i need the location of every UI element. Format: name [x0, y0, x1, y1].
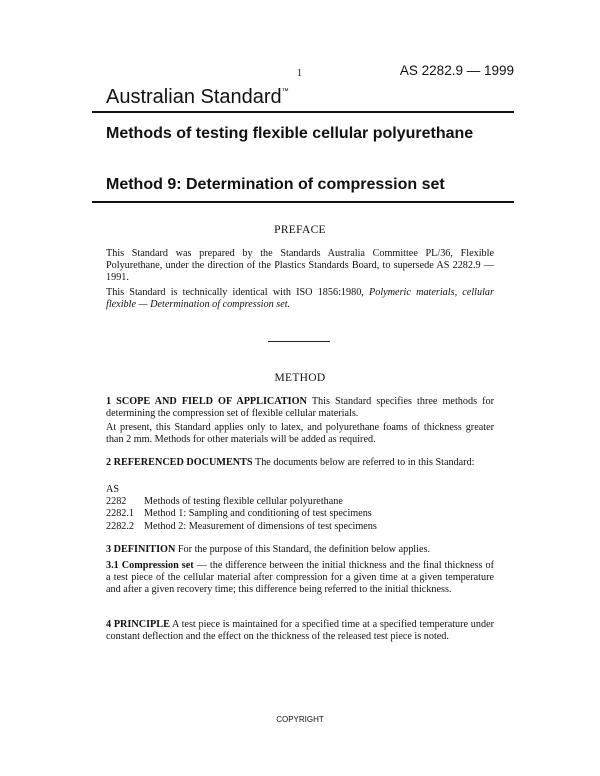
compression-set-text: — the difference between the initial thickness and the final thickness of a test piece of the cellular material after compression for a given time at a given temperature and after a given recovery time; this difference being referred to the initial thickness. [106, 560, 494, 596]
reference-code: 2282.2 [106, 520, 135, 532]
principle-clause-heading: 4 PRINCIPLE [106, 619, 170, 630]
compression-set-definition [106, 560, 494, 597]
iso-title: Polymeric materials, cellular flexible — Determination of compression set. [106, 287, 494, 311]
reference-prefix: AS [106, 484, 120, 495]
reference-title: Method 2: Measurement of dimensions of test specimens [144, 520, 377, 532]
reference-item [106, 508, 494, 520]
reference-code: 2282.1 [106, 508, 135, 520]
title-rule [92, 201, 514, 203]
scope-clause-heading: 1 SCOPE AND FIELD OF APPLICATION [106, 396, 307, 407]
reference-item [106, 496, 494, 508]
references-paragraph [106, 457, 494, 469]
compression-set-term: 3.1 Compression set [106, 560, 194, 571]
reference-code: 2282 [106, 496, 127, 508]
section-divider [268, 341, 330, 342]
preface-identity-lead: This Standard is technically identical with ISO 1856:1980, [106, 287, 370, 298]
references-clause-heading: 2 REFERENCED DOCUMENTS [106, 457, 253, 468]
brand-name [106, 86, 289, 109]
brand-name-text: Australian Standard [106, 86, 282, 108]
method-title: Method 9: Determination of compression set [106, 176, 445, 193]
page-number: 1 [297, 68, 302, 79]
copyright-notice: COPYRIGHT [276, 715, 324, 724]
standard-number: AS 2282.9 — 1999 [399, 63, 514, 78]
document-title: Methods of testing flexible cellular polyurethane [106, 125, 474, 142]
trademark-mark: ™ [281, 88, 289, 95]
definition-clause-heading: 3 DEFINITION [106, 544, 176, 555]
preface-paragraph: This Standard was prepared by the Standards Australia Committee PL/36, Flexible Polyurethane, under the direction of the Plastics Standards Board, to supersede AS 2282.9 — 1991. [106, 248, 494, 284]
scope-paragraph [106, 396, 494, 420]
reference-item [106, 521, 494, 533]
references-text: The documents below are referred to in this Standard: [252, 457, 475, 468]
principle-text: A test piece is maintained for a specified time at a specified temperature under constant deflection and the effect on the thickness of the released test piece is noted. [106, 619, 494, 643]
header-rule [92, 111, 514, 113]
scope-text: This Standard specifies three methods for determining the compression set of flexible cellular materials. [106, 396, 495, 420]
reference-title: Methods of testing flexible cellular polyurethane [144, 496, 343, 508]
preface-heading: PREFACE [274, 224, 326, 236]
reference-title: Method 1: Sampling and conditioning of test specimens [144, 508, 372, 520]
definition-text: For the purpose of this Standard, the definition below applies. [175, 544, 430, 555]
principle-paragraph [106, 619, 494, 643]
method-heading: METHOD [274, 372, 326, 384]
preface-identity-paragraph [106, 287, 494, 311]
definition-paragraph [106, 544, 494, 556]
reference-list [106, 484, 494, 533]
scope-paragraph-2: At present, this Standard applies only to latex, and polyurethane foams of thickness greater than 2 mm. Methods for other materials will be added as required. [106, 422, 494, 446]
